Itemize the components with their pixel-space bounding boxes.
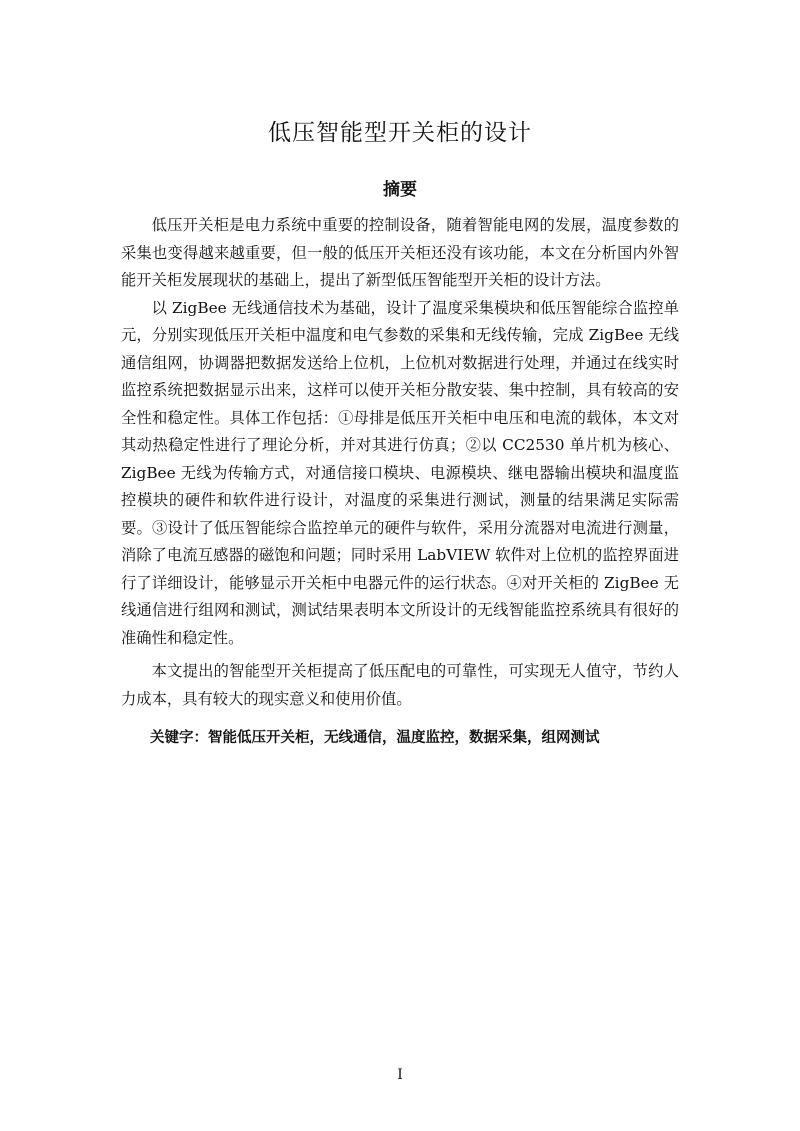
document-title: 低压智能型开关柜的设计: [268, 120, 532, 146]
page-number: I: [397, 1067, 403, 1083]
abstract-body: [121, 212, 679, 751]
abstract-heading: 摘要: [383, 180, 417, 200]
keywords-line: 关键字：智能低压开关柜，无线通信，温度监控，数据采集，组网测试: [150, 730, 600, 746]
abstract-paragraph-1: 低压开关柜是电力系统中重要的控制设备，随着智能电网的发展，温度参数的采集也变得越来越重要，但一般的低压开关柜还没有该功能，本文在分析国内外智能开关柜发展现状的基础上，提出了新型低压智能型开关柜的设计方法。: [121, 216, 679, 289]
abstract-paragraph-3: 本文提出的智能型开关柜提高了低压配电的可靠性，可实现无人值守，节约人力成本，具有较大的现实意义和使用价值。: [121, 662, 679, 708]
abstract-paragraph-2: 以 ZigBee 无线通信技术为基础，设计了温度采集模块和低压智能综合监控单元，分别实现低压开关柜中温度和电气参数的采集和无线传输，完成 ZigBee 无线通信组网，协调器把数据发送给上位机，上位机对数据进行处理，并通过在线实时监控系统把数据显示出来，这样可以使开关柜分散安装、集中控制，具有较高的安全性和稳定性。具体工作包括：①母排是低压开关柜中电压和电流的载体，本文对其动热稳定性进行了理论分析，并对其进行仿真；②以 CC2530 单片机为核心、ZigBee 无线为传输方式，对通信接口模块、电源模块、继电器输出模块和温度监控模块的硬件和软件进行设计，对温度的采集进行测试，测量的结果满足实际需要。③设计了低压智能综合监控单元的硬件与软件，采用分流器对电流进行测量，消除了电流互感器的磁饱和问题；同时采用 LabVIEW 软件对上位机的监控界面进行了详细设计，能够显示开关柜中电器元件的运行状态。④对开关柜的 ZigBee 无线通信进行组网和测试，测试结果表明本文所设计的无线智能监控系统具有很好的准确性和稳定性。: [121, 298, 679, 647]
